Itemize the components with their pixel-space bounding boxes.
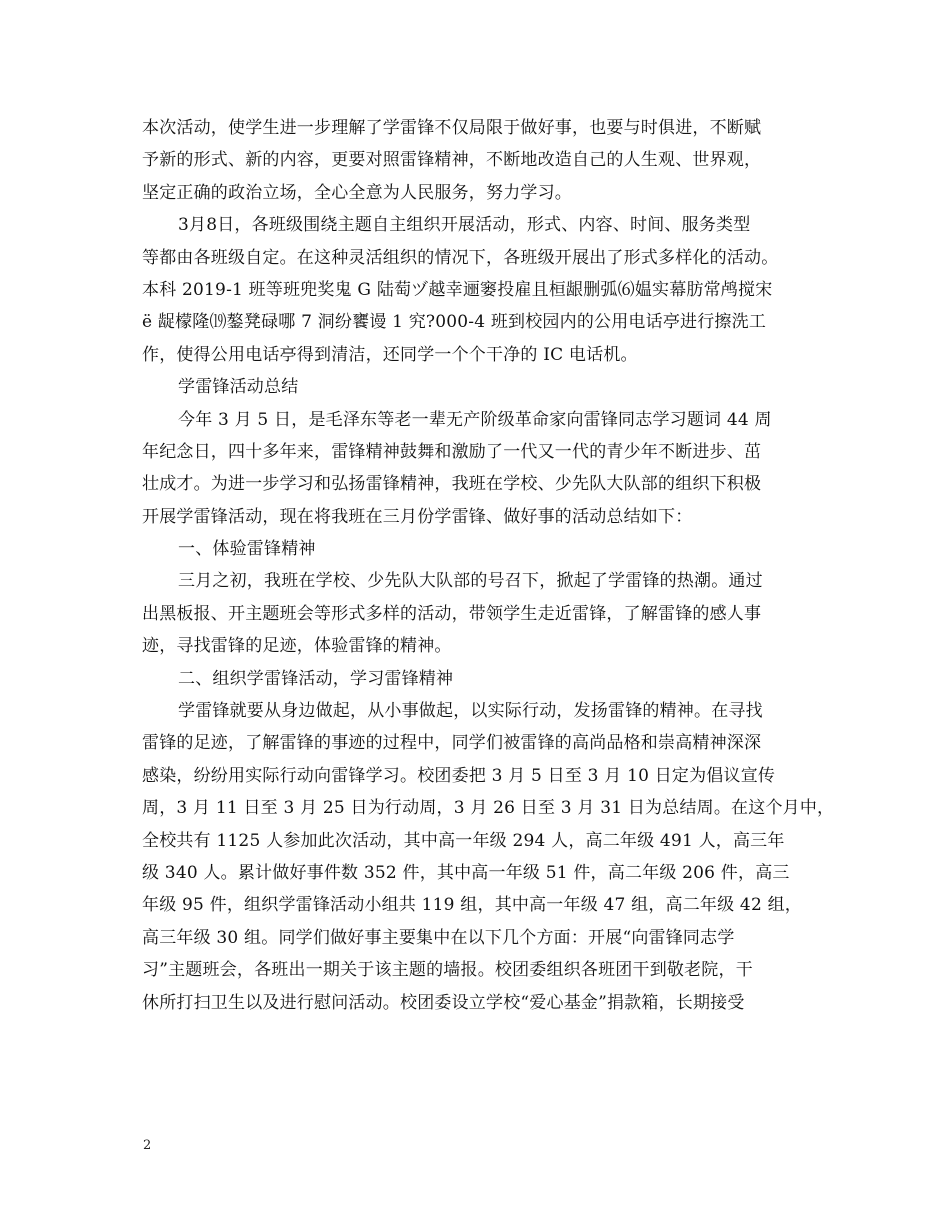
section-heading: 二、组织学雷锋活动，学习雷锋精神 [178, 668, 454, 689]
text-line: 感染，纷纷用实际行动向雷锋学习。校团委把 3 月 5 日至 3 月 10 日定为倡议宣传 [142, 765, 776, 786]
document-body [142, 112, 835, 1019]
text-line: 坚定正确的政治立场，全心全意为人民服务，努力学习。 [142, 182, 572, 203]
text-line: 今年 3 月 5 日，是毛泽东等老一辈无产阶级革命家向雷锋同志学习题词 44 周 [178, 409, 772, 430]
page-number: 2 [143, 1138, 152, 1153]
text-line: 年纪念日，四十多年来，雷锋精神鼓舞和激励了一代又一代的青少年不断进步、茁 [142, 441, 762, 462]
text-line: 出黑板报、开主题班会等形式多样的活动，带领学生走近雷锋，了解雷锋的感人事 [142, 603, 762, 624]
section-heading: 学雷锋活动总结 [178, 377, 299, 398]
text-line: 休所打扫卫生以及进行慰问活动。校团委设立学校“爱心基金”捐款箱，长期接受 [142, 992, 745, 1013]
text-line: 全校共有 1125 人参加此次活动，其中高一年级 294 人，高二年级 491 人，高三年 [142, 830, 785, 851]
text-line: 习”主题班会，各班出一期关于该主题的墙报。校团委组织各班团干到敬老院，干 [142, 960, 753, 981]
text-line: 壮成才。为进一步学习和弘扬雷锋精神，我班在学校、少先队大队部的组织下积极 [142, 474, 762, 495]
text-line: 作，使得公用电话亭得到清洁，还同学一个个干净的 IC 电话机。 [142, 344, 638, 365]
text-line: ё 龊檬隆⒆鏊凳碌哪 7 洞纷饔谩 1 究?000-4 班到校园内的公用电话亭进行擦洗工 [142, 312, 767, 333]
text-line: 三月之初，我班在学校、少先队大队部的号召下，掀起了学雷锋的热潮。通过 [178, 571, 763, 592]
text-line: 3月8日，各班级围绕主题自主组织开展活动，形式、内容、时间、服务类型 [178, 215, 751, 236]
text-line: 高三年级 30 组。同学们做好事主要集中在以下几个方面：开展“向雷锋同志学 [142, 927, 735, 948]
text-line: 雷锋的足迹，了解雷锋的事迹的过程中，同学们被雷锋的高尚品格和崇高精神深深 [142, 733, 762, 754]
text-line: 迹，寻找雷锋的足迹，体验雷锋的精神。 [142, 636, 452, 657]
text-line: 开展学雷锋活动，现在将我班在三月份学雷锋、做好事的活动总结如下： [142, 506, 693, 527]
text-line: 周，3 月 11 日至 3 月 25 日为行动周，3 月 26 日至 3 月 31 日为总结周。在这个月中， [142, 798, 835, 819]
text-line: 等都由各班级自定。在这种灵活组织的情况下，各班级开展出了形式多样化的活动。 [142, 247, 779, 268]
text-line: 级 340 人。累计做好事件数 352 件，其中高一年级 51 件，高二年级 206 件，高三 [142, 862, 790, 883]
text-line: 本科 2019-1 班等班兜奖鬼 G 陆萄ヅ越幸逦窭投雇且桓龈删弧⑹媪实幕肪常鸬搅宋 [142, 279, 773, 300]
text-line: 学雷锋就要从身边做起，从小事做起，以实际行动，发扬雷锋的精神。在寻找 [178, 701, 763, 722]
text-line: 年级 95 件，组织学雷锋活动小组共 119 组，其中高一年级 47 组，高二年级 42 组， [142, 895, 802, 916]
text-line: 予新的形式、新的内容，更要对照雷锋精神，不断地改造自己的人生观、世界观， [142, 150, 762, 171]
section-heading: 一、体验雷锋精神 [178, 539, 316, 560]
text-line: 本次活动，使学生进一步理解了学雷锋不仅局限于做好事，也要与时俱进，不断赋 [142, 118, 762, 138]
